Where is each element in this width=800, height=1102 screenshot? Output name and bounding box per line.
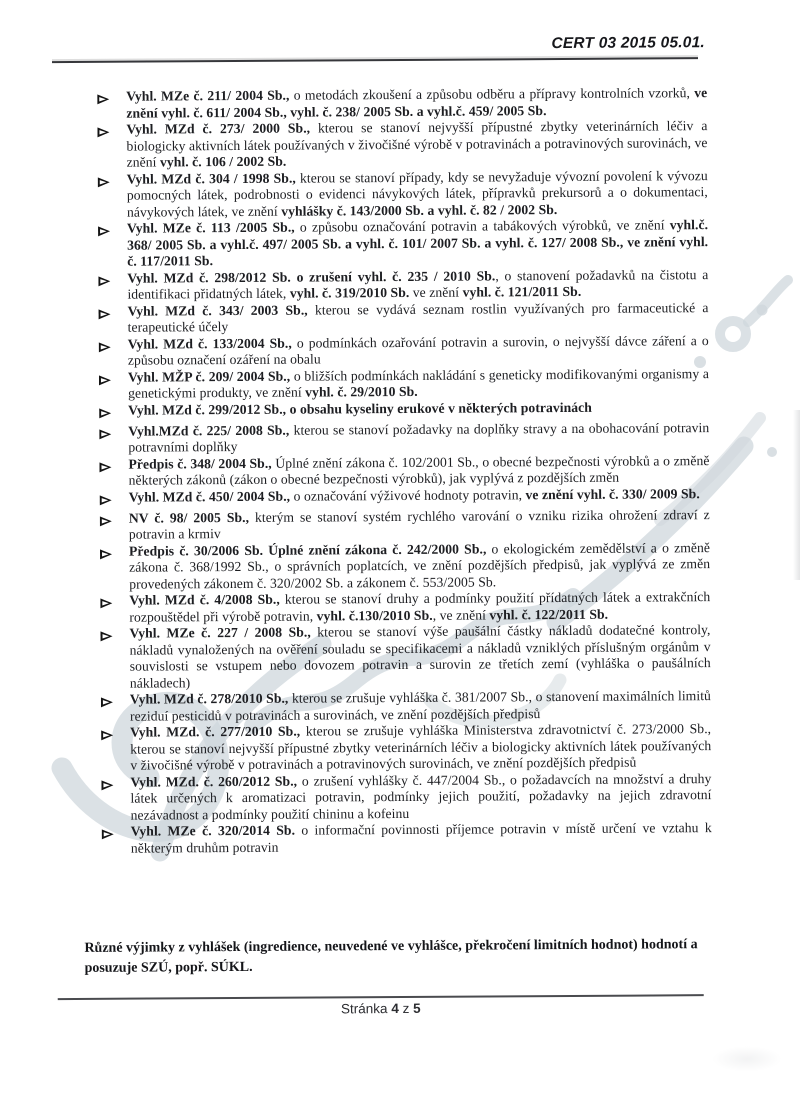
regulation-list — [97, 85, 712, 857]
item-text: Vyhl. MZd. č. 277/2010 Sb., kterou se zrušuje vyhláška Ministerstva zdravotnictví č. 273/2000 Sb., kterou se stanoví nejvyšší přípustné zbytky veterinárních léčiv a biologicky aktivních látek používaných v živočišné výrobě v potravinách a potravinových surovinách, ve znění pozdějších předpisů — [130, 721, 712, 773]
item-text: Vyhl.MZd č. 225/ 2008 Sb., kterou se stanoví požadavky na doplňky stravy a na obohacování potravin potravními doplňky — [128, 419, 710, 455]
item-text: Vyhl. MZd č. 133/2004 Sb., o podmínkách ozařování potravin a surovin, o nejvyšší dávce záření a o způsobu označení ozáření na obalu — [127, 332, 709, 368]
list-item — [97, 118, 707, 171]
exceptions-note: Různé výjimky z vyhlášek (ingredience, neuvedené ve vyhlášce, překročení limitních hodnot) hodnotí a posuzuje SZÚ, popř. SÚKL. — [84, 937, 698, 976]
list-item — [99, 420, 709, 457]
list-item — [97, 85, 707, 122]
arrowhead-icon — [100, 543, 129, 593]
item-text: NV č. 98/ 2005 Sb., kterým se stanoví systém rychlého varování o vzniku rizika ohrožení zdraví z potravin a krmiv — [128, 506, 710, 542]
arrowhead-icon — [97, 89, 126, 122]
arrowhead-icon — [100, 626, 129, 692]
list-item — [99, 366, 709, 403]
list-item — [98, 300, 708, 337]
arrowhead-icon — [99, 369, 128, 402]
item-text: Vyhl. MZd č. 298/2012 Sb. o zrušení vyhl. č. 235 / 2010 Sb., o stanovení požadavků na čistotu a identifikaci přidatných látek, vyhl. č. 319/2010 Sb. ve znění vyhl. č. 121/2011 Sb. — [127, 266, 709, 302]
arrowhead-icon — [98, 221, 127, 271]
item-text: Vyhl. MZd č. 4/2008 Sb., kterou se stanoví druhy a podmínky použití přídatných látek a extrakčních rozpouštědel při výrobě potravin, vyhl. č.130/2010 Sb., ve znění vyhl. č. 122/2011 Sb. — [129, 589, 711, 625]
item-text: Vyhl. MZd č. 304 / 1998 Sb., kterou se stanoví případy, kdy se nevyžaduje vývozní povolení k vývozu pomocných látek, podrobnosti o evidenci návykových látek, přípravků prekursorů a o dokumentaci, návykových látek, ve znění vyhlášky č. 143/2000 Sb. a vyhl. č. 82 / 2002 Sb. — [126, 167, 708, 220]
item-text: Vyhl. MZd. č. 260/2012 Sb., o zrušení vyhlášky č. 447/2004 Sb., o požadavcích na množství a druhy látek určených k aromatizaci potravin, podmínky jejich použití, požadavky na jejich zdravotní nezávadnost a podmínky použití chininu a kofeinu — [130, 770, 712, 823]
arrowhead-icon — [99, 456, 128, 489]
arrowhead-icon — [99, 423, 128, 456]
list-item — [101, 721, 711, 774]
arrowhead-icon — [97, 122, 126, 172]
list-item — [100, 622, 710, 692]
item-text: Vyhl. MZd č. 299/2012 Sb., o obsahu kyseliny erukové v některých potravinách — [128, 399, 592, 418]
document-code: CERT 03 2015 05.01. — [551, 34, 705, 53]
item-text: Vyhl. MZd č. 278/2010 Sb., kterou se zrušuje vyhláška č. 381/2007 Sb., o stanovení maximálních limitů reziduí pesticidů v potravinách a surovinách, ve znění pozdějších předpisů — [129, 688, 711, 724]
list-item — [101, 688, 711, 725]
item-text: Vyhl. MZe č. 227 / 2008 Sb., kterou se stanoví výše paušální částky nákladů dodatečné kontroly, nákladů vynaložených na ověření souladu se specifikacemi a nákladů vzniklých příslušným orgánům v souvislosti se vstupem nebo dovozem potravin a surovin ze třetích zemí (vyhláška o paušálních nákladech) — [129, 622, 711, 691]
arrowhead-icon — [100, 510, 129, 543]
item-text: Předpis č. 30/2006 Sb. Úplné znění zákona č. 242/2000 Sb., o ekologickém zemědělství a o změně zákona č. 368/1992 Sb., o správních poplatcích, ve znění pozdějších předpisů, jak vyplývá ze změn provedených zákonem č. 320/2002 Sb. a zákonem č. 553/2005 Sb. — [128, 539, 711, 592]
arrowhead-icon — [102, 824, 131, 857]
list-item — [99, 333, 709, 370]
item-text: Vyhl. MŽP č. 209/ 2004 Sb., o bližších podmínkách nakládání s geneticky modifikovanými organismy a genetickými produkty, ve znění vyhl. č. 29/2010 Sb. — [127, 365, 709, 401]
list-item — [98, 267, 708, 304]
arrowhead-icon — [98, 171, 127, 221]
list-item — [101, 771, 711, 824]
list-item — [102, 820, 712, 857]
list-item — [100, 540, 710, 593]
list-item — [100, 507, 710, 544]
item-text: Předpis č. 348/ 2004 Sb., Úplné znění zákona č. 102/2001 Sb., o obecné bezpečnosti výrobků a o změně některých zákonů (zákon o obecné bezpečnosti výrobků), jak vyplývá z pozdějších změn — [128, 452, 710, 488]
arrowhead-icon — [98, 270, 127, 303]
arrowhead-icon — [100, 593, 129, 626]
list-item — [98, 168, 708, 221]
arrowhead-icon — [99, 336, 128, 369]
list-item — [98, 217, 708, 270]
item-text: Vyhl. MZe č. 113 /2005 Sb., o způsobu označování potravin a tabákových výrobků, ve znění vyhl.č. 368/ 2005 Sb. a vyhl.č. 497/ 2005 Sb. a vyhl. č. 101/ 2007 Sb. a vyhl. č. 127/ 2008 Sb., ve znění vyhl. č. 117/2011 Sb. — [126, 217, 709, 269]
arrowhead-icon — [98, 303, 127, 336]
header-rule — [52, 57, 698, 63]
item-text: Vyhl. MZd č. 343/ 2003 Sb., kterou se vydává seznam rostlin využívaných pro farmaceutické a terapeutické účely — [127, 299, 709, 335]
arrowhead-icon — [100, 489, 129, 510]
list-item — [99, 453, 709, 490]
item-text: Vyhl. MZe č. 320/2014 Sb. o informační povinnosti příjemce potravin v místě určení ve vztahu k některým druhům potravin — [130, 820, 712, 856]
list-item — [100, 589, 710, 626]
item-text: Vyhl. MZe č. 211/ 2004 Sb., o metodách zkoušení a způsobu odběru a přípravy kontrolních vzorků, ve znění vyhl. č. 611/ 2004 Sb., vyhl. č. 238/ 2005 Sb. a vyhl.č. 459/ 2005 Sb. — [126, 85, 708, 121]
page-number: Stránka 4 z 5 — [340, 1000, 421, 1017]
arrowhead-icon — [101, 774, 130, 824]
arrowhead-icon — [101, 725, 130, 775]
item-text: Vyhl. MZd č. 273/ 2000 Sb., kterou se stanoví nejvyšší přípustné zbytky veterinárních léčiv a biologicky aktivních látek používaných v živočišné výrobě v potravinách a potravinových surovinách, ve znění vyhl. č. 106 / 2002 Sb. — [126, 118, 708, 170]
arrowhead-icon — [101, 692, 130, 725]
arrowhead-icon — [99, 402, 128, 423]
item-text: Vyhl. MZd č. 450/ 2004 Sb., o označování výživové hodnoty potravin, ve znění vyhl. č. 330/ 2009 Sb. — [128, 485, 700, 505]
